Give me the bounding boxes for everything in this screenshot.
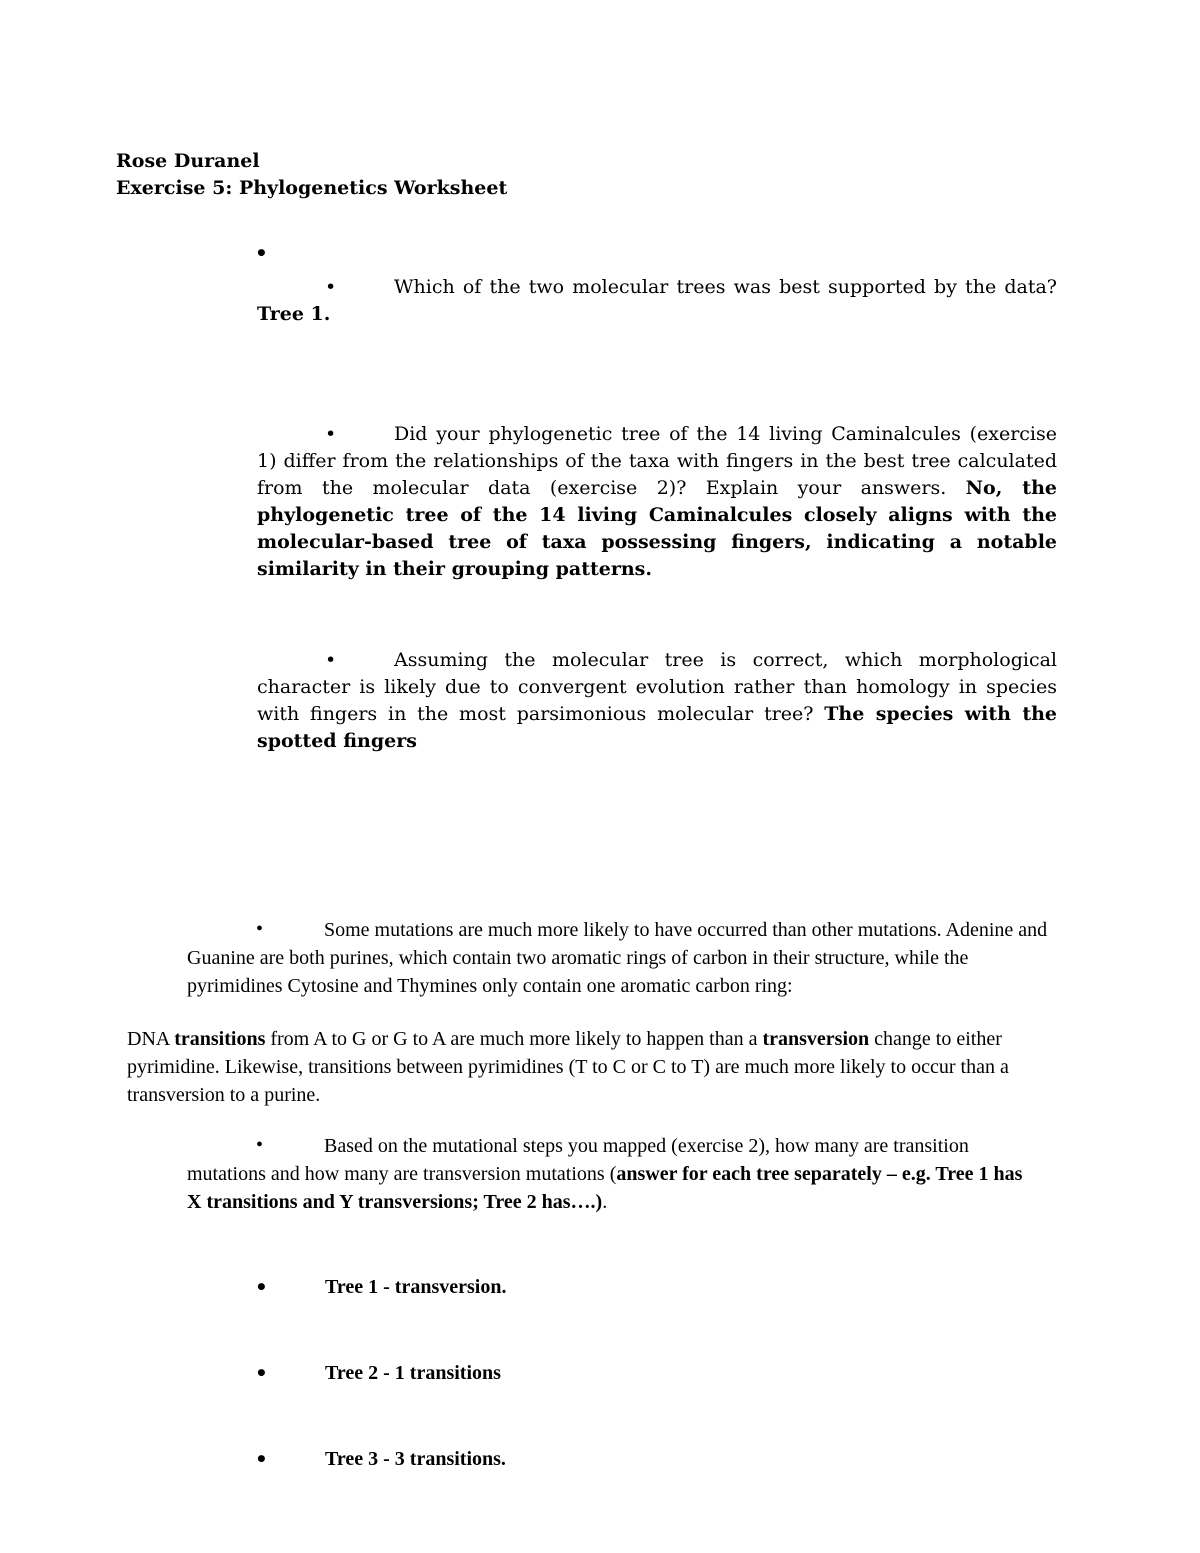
answer-3-bullet: •: [255, 1447, 268, 1471]
q1-answer: Tree 1.: [257, 303, 331, 325]
q4-intro: Some mutations are much more likely to have occurred than other mutations. Adenine and Guanine are both purines, which contain two aromatic rings of carbon in their structure, while the pyrimidines Cytosine and Thymines only contain one aromatic carbon ring:: [187, 919, 1048, 997]
answer-tree-2: Tree 2 - 1 transitions: [325, 1362, 501, 1384]
answer-tree-3: Tree 3 - 3 transitions.: [325, 1448, 506, 1470]
answer-tree-1: Tree 1 - transversion.: [325, 1276, 507, 1298]
q4-bullet: •: [256, 918, 264, 940]
dna-rest-text: change to either pyrimidine. Likewise, transitions between pyrimidines (T to C or C to T) are much more likely to occur than a transversion to a purine.: [127, 1028, 1009, 1106]
transversion-term: transversion: [762, 1028, 870, 1050]
author-name: Rose Duranel: [116, 150, 260, 172]
dna-mid-text: from A to G or G to A are much more likely to happen than a: [270, 1028, 758, 1050]
q3-question: Assuming the molecular tree is correct, which morphological character is likely due to convergent evolution rather than homology in species with fingers in the most parsimonious molecular tree?: [257, 649, 1057, 725]
answer-2-bullet: •: [255, 1361, 268, 1385]
transitions-term: transitions: [174, 1028, 266, 1050]
q3-bullet: •: [325, 649, 337, 671]
q5-end: .: [602, 1191, 608, 1213]
q5-block: [187, 1132, 1027, 1216]
q1-block: [257, 274, 1057, 328]
q3-block: [257, 647, 1057, 755]
empty-bullet: •: [255, 241, 268, 265]
q2-block: [257, 421, 1057, 583]
q5-bold-instruction: answer for each tree separately – e.g. Tree 1 has X transitions and Y transversions; Tree 2 has….): [187, 1163, 1023, 1213]
q1-bullet: •: [325, 276, 337, 298]
answer-1-bullet: •: [255, 1275, 268, 1299]
q5-question: Based on the mutational steps you mapped (exercise 2), how many are transition mutations and how many are transversion mutations (: [187, 1135, 969, 1185]
worksheet-title: Exercise 5: Phylogenetics Worksheet: [116, 177, 508, 199]
q2-answer: No, the phylogenetic tree of the 14 living Caminalcules closely aligns with the molecular-based tree of taxa possessing fingers, indicating a notable similarity in their grouping patterns.: [257, 477, 1057, 580]
q2-bullet: •: [325, 423, 337, 445]
q3-answer: The species with the spotted fingers: [257, 703, 1057, 752]
q5-bullet: •: [256, 1134, 264, 1156]
dna-paragraph: [127, 1025, 1027, 1109]
q2-question: Did your phylogenetic tree of the 14 living Caminalcules (exercise 1) differ from the relationships of the taxa with fingers in the best tree calculated from the molecular data (exercise 2)? Explain your answers.: [257, 423, 1057, 499]
dna-word: DNA: [127, 1028, 170, 1050]
q1-question: Which of the two molecular trees was best supported by the data?: [394, 276, 1057, 298]
